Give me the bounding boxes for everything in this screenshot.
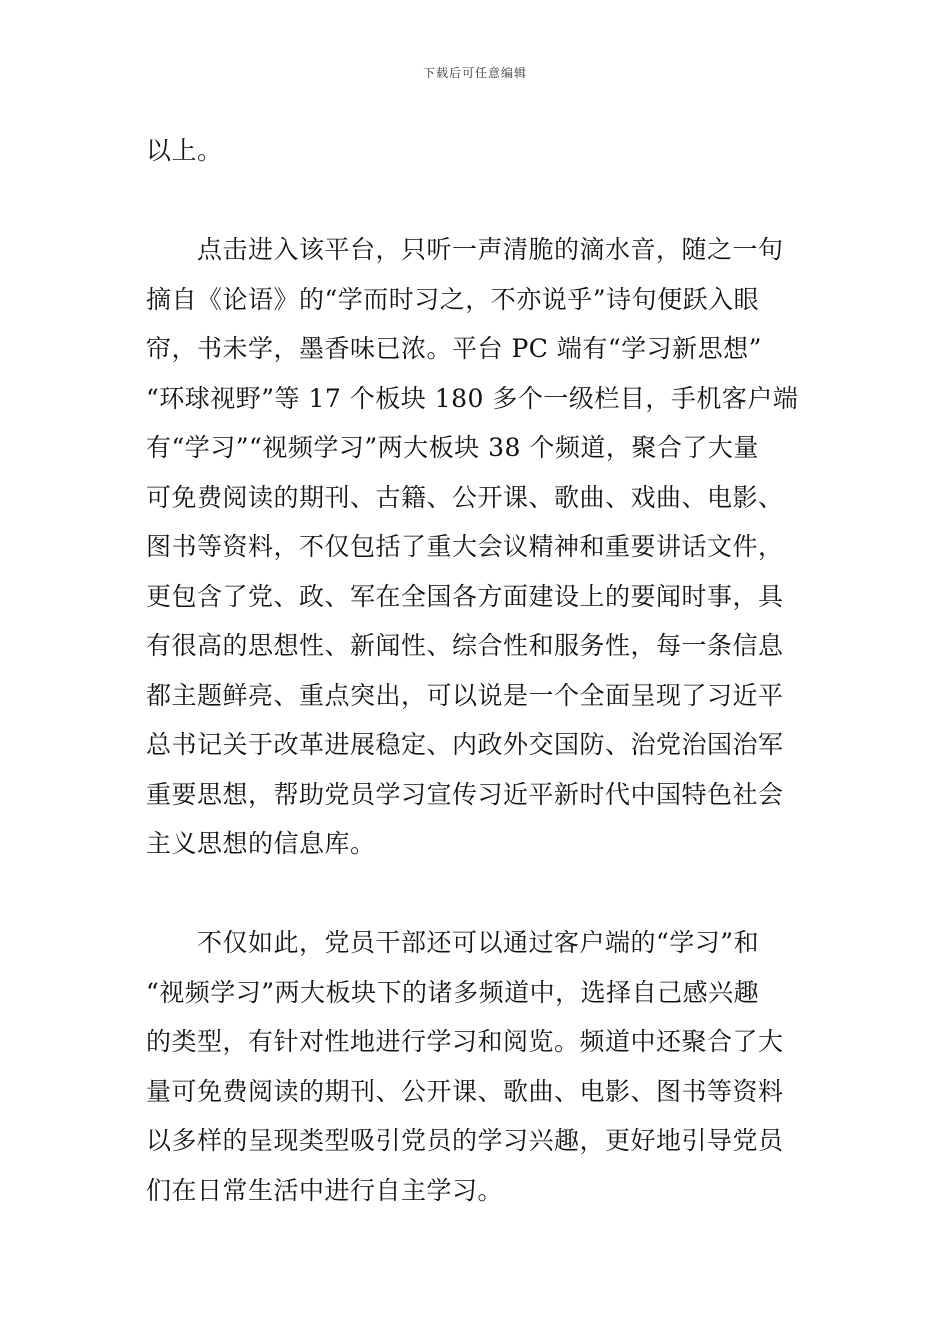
paragraph-line: 们在日常生活中进行自主学习。 [146, 1175, 504, 1205]
paragraph-line: 图书等资料，不仅包括了重大会议精神和重要讲话文件， [146, 532, 784, 561]
paragraph-line: 总书记关于改革进展稳定、内政外交国防、治党治国治军 [146, 730, 784, 759]
paragraph-line: 以多样的呈现类型吸引党员的学习兴趣，更好地引导党员 [146, 1126, 784, 1155]
paragraph-gap [146, 869, 810, 919]
paragraph-line: 不仅如此，党员干部还可以通过客户端的“学习”和 [146, 928, 760, 957]
paragraph-line: 摘自《论语》的“学而时习之，不亦说乎”诗句便跃入眼 [146, 284, 760, 314]
paragraph-line: 有很高的思想性、新闻性、综合性和服务性，每一条信息 [146, 631, 784, 660]
paragraph-line: “视频学习”两大板块下的诸多频道中，选择自己感兴趣 [146, 977, 760, 1007]
paragraph-line: 更包含了党、政、军在全国各方面建设上的要闻时事，具 [146, 581, 784, 611]
paragraph-line: “环球视野”等 17 个板块 180 多个一级栏目，手机客户端 [146, 383, 799, 413]
paragraph-line: 主义思想的信息库。 [146, 829, 376, 858]
paragraph-line: 点击进入该平台，只听一声清脆的滴水音，随之一句 [146, 235, 784, 264]
paragraph-line: 帘，书未学，墨香味已浓。平台 PC 端有“学习新思想” [146, 334, 762, 363]
paragraph-line: 以上。 [146, 136, 223, 165]
page-header: 下载后可任意编辑 [422, 66, 527, 80]
paragraph-line: 重要思想，帮助党员学习宣传习近平新时代中国特色社会 [146, 779, 784, 809]
paragraph-line: 的类型，有针对性地进行学习和阅览。频道中还聚合了大 [146, 1027, 784, 1056]
paragraph-gap [146, 176, 810, 226]
paragraph-line: 可免费阅读的期刊、古籍、公开课、歌曲、戏曲、电影、 [146, 482, 784, 512]
document-body [146, 126, 810, 1215]
paragraph-line: 有“学习”“视频学习”两大板块 38 个频道，聚合了大量 [146, 433, 759, 462]
paragraph-line: 都主题鲜亮、重点突出，可以说是一个全面呈现了习近平 [146, 680, 784, 710]
paragraph-line: 量可免费阅读的期刊、公开课、歌曲、电影、图书等资料 [146, 1076, 784, 1106]
